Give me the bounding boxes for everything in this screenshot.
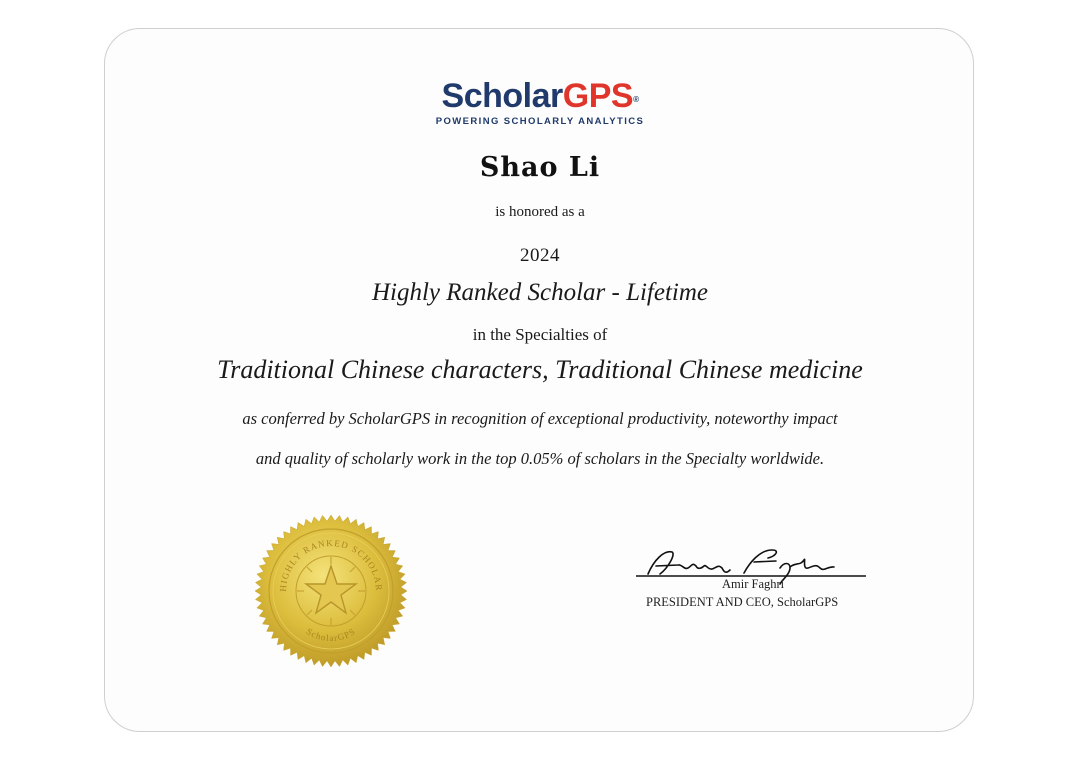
award-year: 2024 bbox=[520, 245, 560, 266]
signature-block bbox=[630, 540, 870, 620]
signatory-name: Amir Faghri bbox=[722, 577, 785, 591]
specialties-label: in the Specialties of bbox=[472, 325, 608, 344]
recipient-name: Shao Li bbox=[479, 152, 601, 183]
logo-tagline: POWERING SCHOLARLY ANALYTICS bbox=[435, 116, 645, 127]
signatory-title: PRESIDENT AND CEO, ScholarGPS bbox=[646, 595, 839, 609]
seal-top-text: HIGHLY RANKED SCHOLAR bbox=[277, 537, 385, 592]
honored-text: is honored as a bbox=[495, 204, 585, 220]
registered-mark: ® bbox=[633, 95, 639, 104]
award-title: Highly Ranked Scholar - Lifetime bbox=[371, 279, 709, 306]
conferred-line-1: as conferred by ScholarGPS in recognition of exceptional productivity, noteworthy impact bbox=[242, 409, 838, 428]
seal-bottom-text: ScholarGPS bbox=[304, 626, 358, 644]
specialties-list: Traditional Chinese characters, Traditional Chinese medicine bbox=[217, 355, 863, 384]
scholargps-logo bbox=[0, 76, 1080, 127]
logo-wordmark bbox=[0, 76, 1080, 116]
logo-gps-text: GPS bbox=[562, 77, 634, 115]
conferred-line-2: and quality of scholarly work in the top 0.05% of scholars in the Specialty worldwide. bbox=[255, 449, 825, 468]
star-seal-icon bbox=[254, 514, 408, 668]
logo-scholar-text: Scholar bbox=[441, 77, 563, 115]
